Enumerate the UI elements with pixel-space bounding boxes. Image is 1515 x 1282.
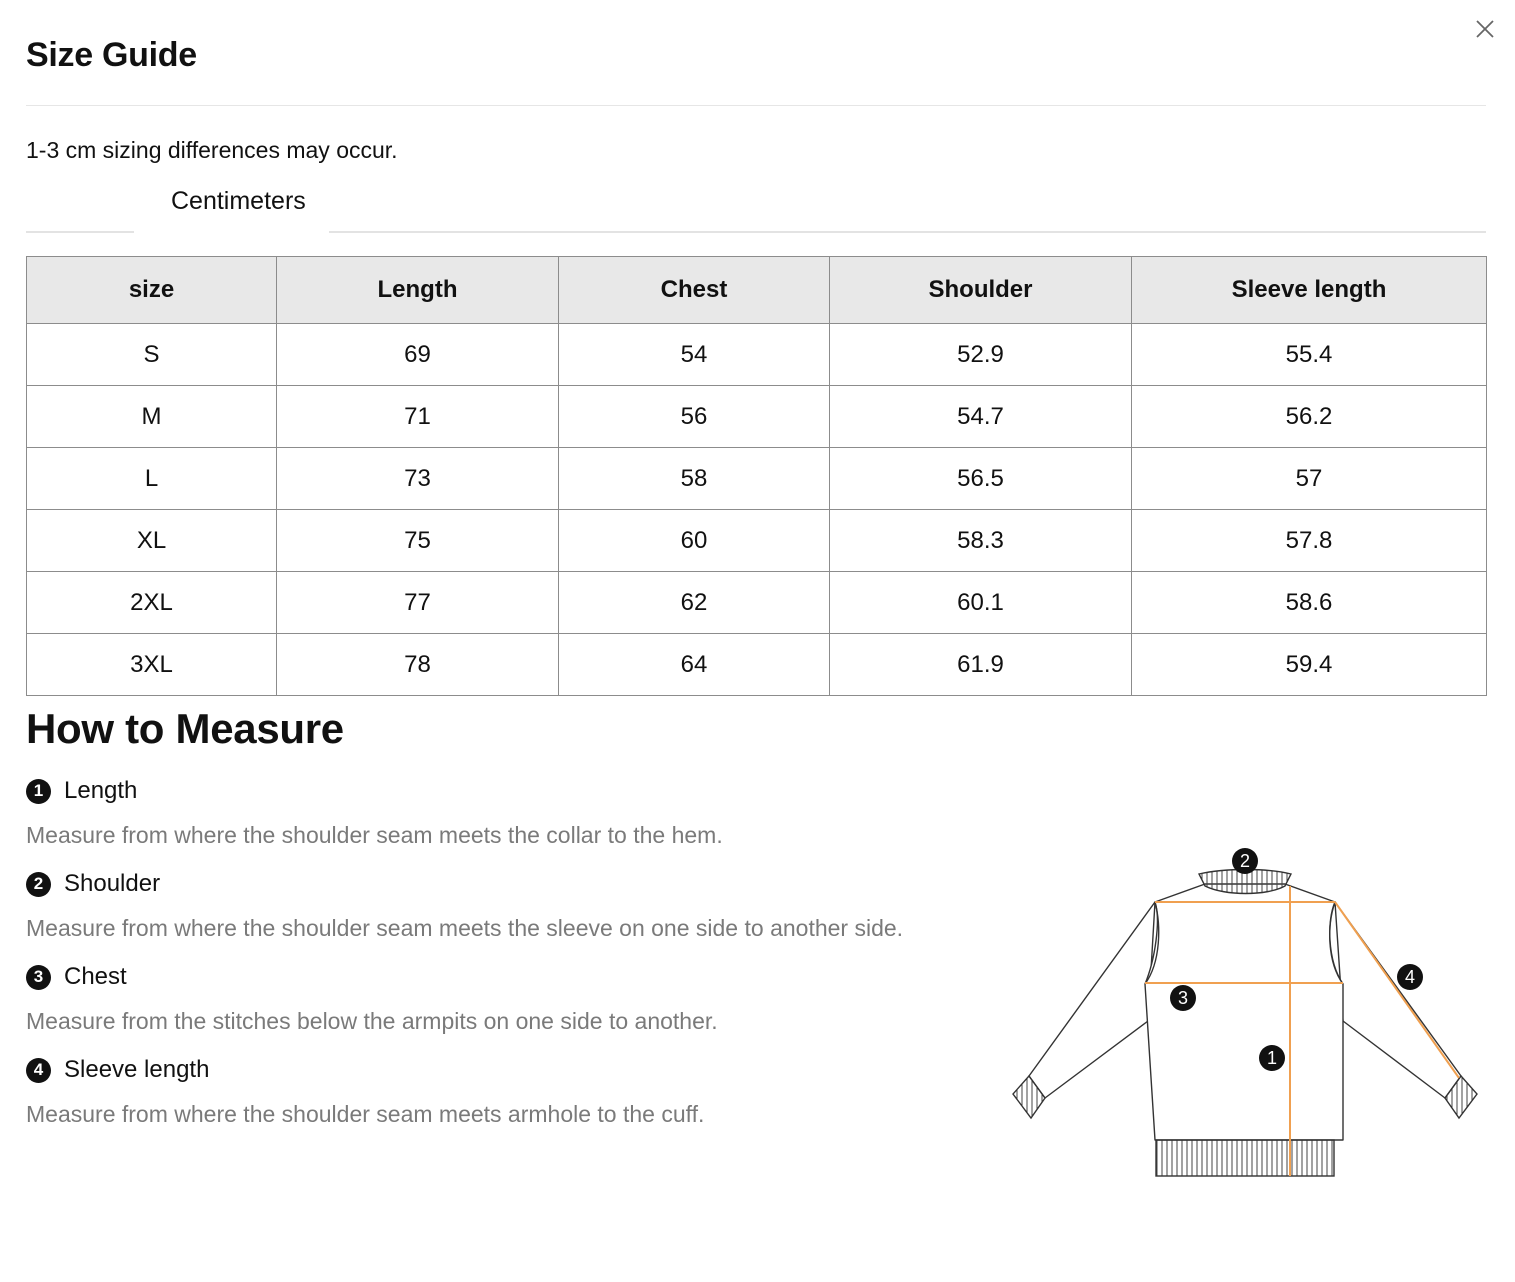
cell-shoulder: 56.5: [830, 448, 1132, 510]
title-divider: [26, 105, 1486, 106]
cell-chest: 54: [559, 324, 830, 386]
table-row: [27, 386, 1487, 448]
header-shoulder: Shoulder: [830, 257, 1132, 324]
header-chest: Chest: [559, 257, 830, 324]
cell-size: 2XL: [27, 572, 277, 634]
table-header-row: [27, 257, 1487, 324]
number-one-icon: 1: [26, 779, 51, 804]
cell-length: 77: [277, 572, 559, 634]
size-table: [26, 256, 1487, 696]
cell-chest: 58: [559, 448, 830, 510]
measure-description: Measure from where the shoulder seam meets armhole to the cuff.: [26, 1101, 705, 1127]
cell-shoulder: 58.3: [830, 510, 1132, 572]
header-size: size: [27, 257, 277, 324]
cell-length: 69: [277, 324, 559, 386]
sizing-note: 1-3 cm sizing differences may occur.: [26, 137, 398, 163]
cell-sleeve-length: 59.4: [1132, 634, 1487, 696]
number-two-icon: 2: [26, 872, 51, 897]
sweater-measurement-diagram: [1005, 840, 1485, 1185]
table-row: [27, 572, 1487, 634]
marker-2-icon: [1232, 848, 1258, 874]
cell-chest: 60: [559, 510, 830, 572]
marker-1-icon: [1259, 1045, 1285, 1071]
close-button[interactable]: [1474, 18, 1496, 40]
measure-description: Measure from where the shoulder seam meets the sleeve on one side to another side.: [26, 915, 904, 941]
cell-shoulder: 60.1: [830, 572, 1132, 634]
cell-size: L: [27, 448, 277, 510]
number-three-icon: 3: [26, 965, 51, 990]
cell-sleeve-length: 57: [1132, 448, 1487, 510]
svg-text:4: 4: [1404, 967, 1416, 987]
cell-sleeve-length: 58.6: [1132, 572, 1487, 634]
header-length: Length: [277, 257, 559, 324]
marker-4-icon: [1397, 964, 1423, 990]
cell-shoulder: 61.9: [830, 634, 1132, 696]
cell-shoulder: 52.9: [830, 324, 1132, 386]
measure-item-shoulder: [26, 869, 966, 942]
cell-chest: 62: [559, 572, 830, 634]
cell-length: 78: [277, 634, 559, 696]
measure-item-chest: [26, 962, 966, 1035]
tab-underline-left: [26, 231, 134, 233]
cell-size: 3XL: [27, 634, 277, 696]
header-sleeve-length: Sleeve length: [1132, 257, 1487, 324]
close-icon: [1474, 18, 1496, 40]
cell-length: 71: [277, 386, 559, 448]
svg-text:2: 2: [1239, 851, 1251, 871]
svg-text:1: 1: [1266, 1048, 1278, 1068]
number-four-icon: 4: [26, 1058, 51, 1083]
unit-tabs: [26, 180, 1486, 234]
measure-label: Length: [64, 777, 138, 804]
cell-sleeve-length: 55.4: [1132, 324, 1487, 386]
how-to-measure-title: How to Measure: [26, 705, 344, 752]
cell-size: M: [27, 386, 277, 448]
measure-item-sleeve-length: [26, 1055, 966, 1128]
cell-sleeve-length: 56.2: [1132, 386, 1487, 448]
svg-text:3: 3: [1177, 988, 1189, 1008]
measure-description: Measure from where the shoulder seam meets the collar to the hem.: [26, 822, 723, 848]
cell-length: 75: [277, 510, 559, 572]
measure-label: Sleeve length: [64, 1056, 210, 1083]
modal-title: Size Guide: [26, 36, 197, 74]
tab-centimeters[interactable]: Centimeters: [171, 187, 306, 215]
marker-3-icon: [1170, 985, 1196, 1011]
cell-sleeve-length: 57.8: [1132, 510, 1487, 572]
cell-shoulder: 54.7: [830, 386, 1132, 448]
table-row: [27, 324, 1487, 386]
tab-underline-right: [329, 231, 1486, 233]
cell-size: S: [27, 324, 277, 386]
cell-chest: 64: [559, 634, 830, 696]
measure-label: Shoulder: [64, 870, 161, 897]
table-row: [27, 634, 1487, 696]
cell-size: XL: [27, 510, 277, 572]
measure-item-length: [26, 776, 966, 849]
cell-chest: 56: [559, 386, 830, 448]
cell-length: 73: [277, 448, 559, 510]
table-row: [27, 510, 1487, 572]
measure-description: Measure from the stitches below the armpits on one side to another.: [26, 1008, 718, 1034]
table-row: [27, 448, 1487, 510]
measure-label: Chest: [64, 963, 127, 990]
